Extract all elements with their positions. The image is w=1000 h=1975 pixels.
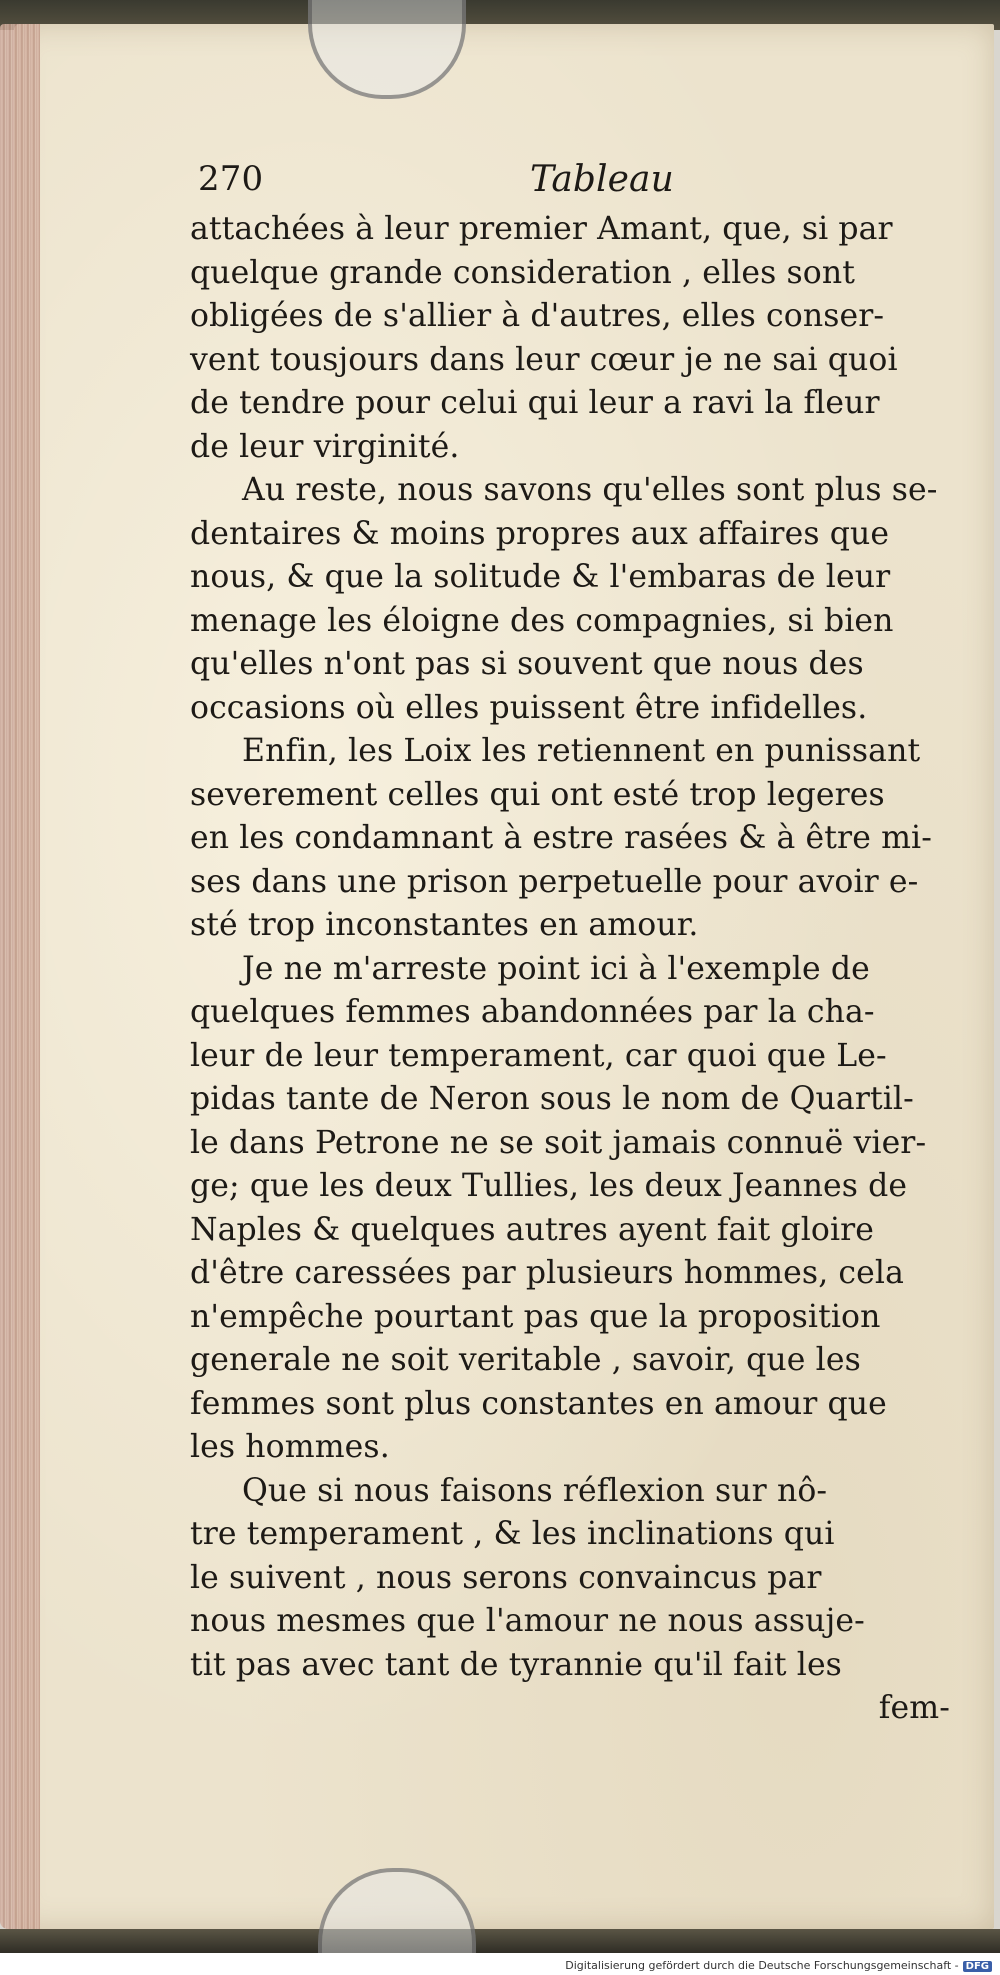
text-line: les hommes. <box>190 1429 390 1465</box>
text-line: le suivent , nous serons convaincus par <box>190 1559 822 1596</box>
text-line: qu'elles n'ont pas si souvent que nous des <box>190 646 864 682</box>
text-line: en les condamnant à estre rasées & à être mi- <box>190 820 932 856</box>
page-header <box>190 158 960 202</box>
text-line: femmes sont plus constantes en amour que <box>190 1385 887 1422</box>
text-line: generale ne soit veritable , savoir, que les <box>190 1342 861 1378</box>
dfg-logo: DFG <box>963 1961 992 1972</box>
text-line: nous, & que la solitude & l'embaras de leur <box>190 559 891 595</box>
text-line: le dans Petrone ne se soit jamais connuë vier- <box>190 1124 927 1161</box>
paragraph <box>190 208 960 469</box>
text-line: quelque grande consideration , elles sont <box>190 254 855 291</box>
text-line: occasions où elles puissent être infidelles. <box>190 689 868 726</box>
text-line: de leur virginité. <box>190 428 460 465</box>
page-edges-left <box>0 24 40 1929</box>
paragraph <box>190 1470 960 1688</box>
text-line: pidas tante de Neron sous le nom de Quartil- <box>190 1081 914 1117</box>
text-line: menage les éloigne des compagnies, si bien <box>190 602 894 639</box>
running-title: Tableau <box>530 159 674 200</box>
book-cover-bottom <box>0 1929 1000 1953</box>
catchword: fem- <box>878 1690 950 1726</box>
text-line: Je ne m'arreste point ici à l'exemple de <box>242 950 870 987</box>
text-line: attachées à leur premier Amant, que, si par <box>190 211 893 247</box>
paragraph <box>190 948 960 1470</box>
text-line: ses dans une prison perpetuelle pour avoir e- <box>190 863 919 900</box>
paragraph <box>190 730 960 948</box>
body-text <box>190 208 960 1687</box>
text-line: leur de leur temperament, car quoi que Le- <box>190 1037 887 1074</box>
text-line: ge; que les deux Tullies, les deux Jeannes de <box>190 1168 908 1204</box>
page-text-block <box>190 158 960 1731</box>
text-line: Naples & quelques autres ayent fait gloire <box>190 1211 875 1248</box>
digitization-note: Digitalisierung gefördert durch die Deutsche Forschungsgemeinschaft - <box>565 1959 959 1972</box>
text-line: de tendre pour celui qui leur a ravi la fleur <box>190 385 880 421</box>
page-number: 270 <box>198 159 264 199</box>
paragraph <box>190 469 960 730</box>
text-line: severement celles qui ont esté trop legeres <box>190 776 885 813</box>
text-line: obligées de s'allier à d'autres, elles conser- <box>190 298 885 334</box>
text-line: n'empêche pourtant pas que la proposition <box>190 1298 881 1335</box>
text-line: dentaires & moins propres aux affaires que <box>190 515 890 552</box>
text-line: vent tousjours dans leur cœur je ne sai quoi <box>190 341 898 378</box>
text-line: tit pas avec tant de tyrannie qu'il fait les <box>190 1646 842 1683</box>
text-line: d'être caressées par plusieurs hommes, cela <box>190 1255 904 1291</box>
text-line: sté trop inconstantes en amour. <box>190 907 699 943</box>
text-line: Enfin, les Loix les retiennent en punissant <box>242 733 921 769</box>
digitization-credit <box>565 1959 992 1972</box>
text-line: nous mesmes que l'amour ne nous assuje- <box>190 1603 865 1639</box>
text-line: Au reste, nous savons qu'elles sont plus se- <box>242 472 938 508</box>
text-line: tre temperament , & les inclinations qui <box>190 1516 835 1552</box>
text-line: quelques femmes abandonnées par la cha- <box>190 994 875 1030</box>
text-line: Que si nous faisons réflexion sur nô- <box>242 1472 828 1509</box>
footer-bar <box>0 1953 1000 1975</box>
